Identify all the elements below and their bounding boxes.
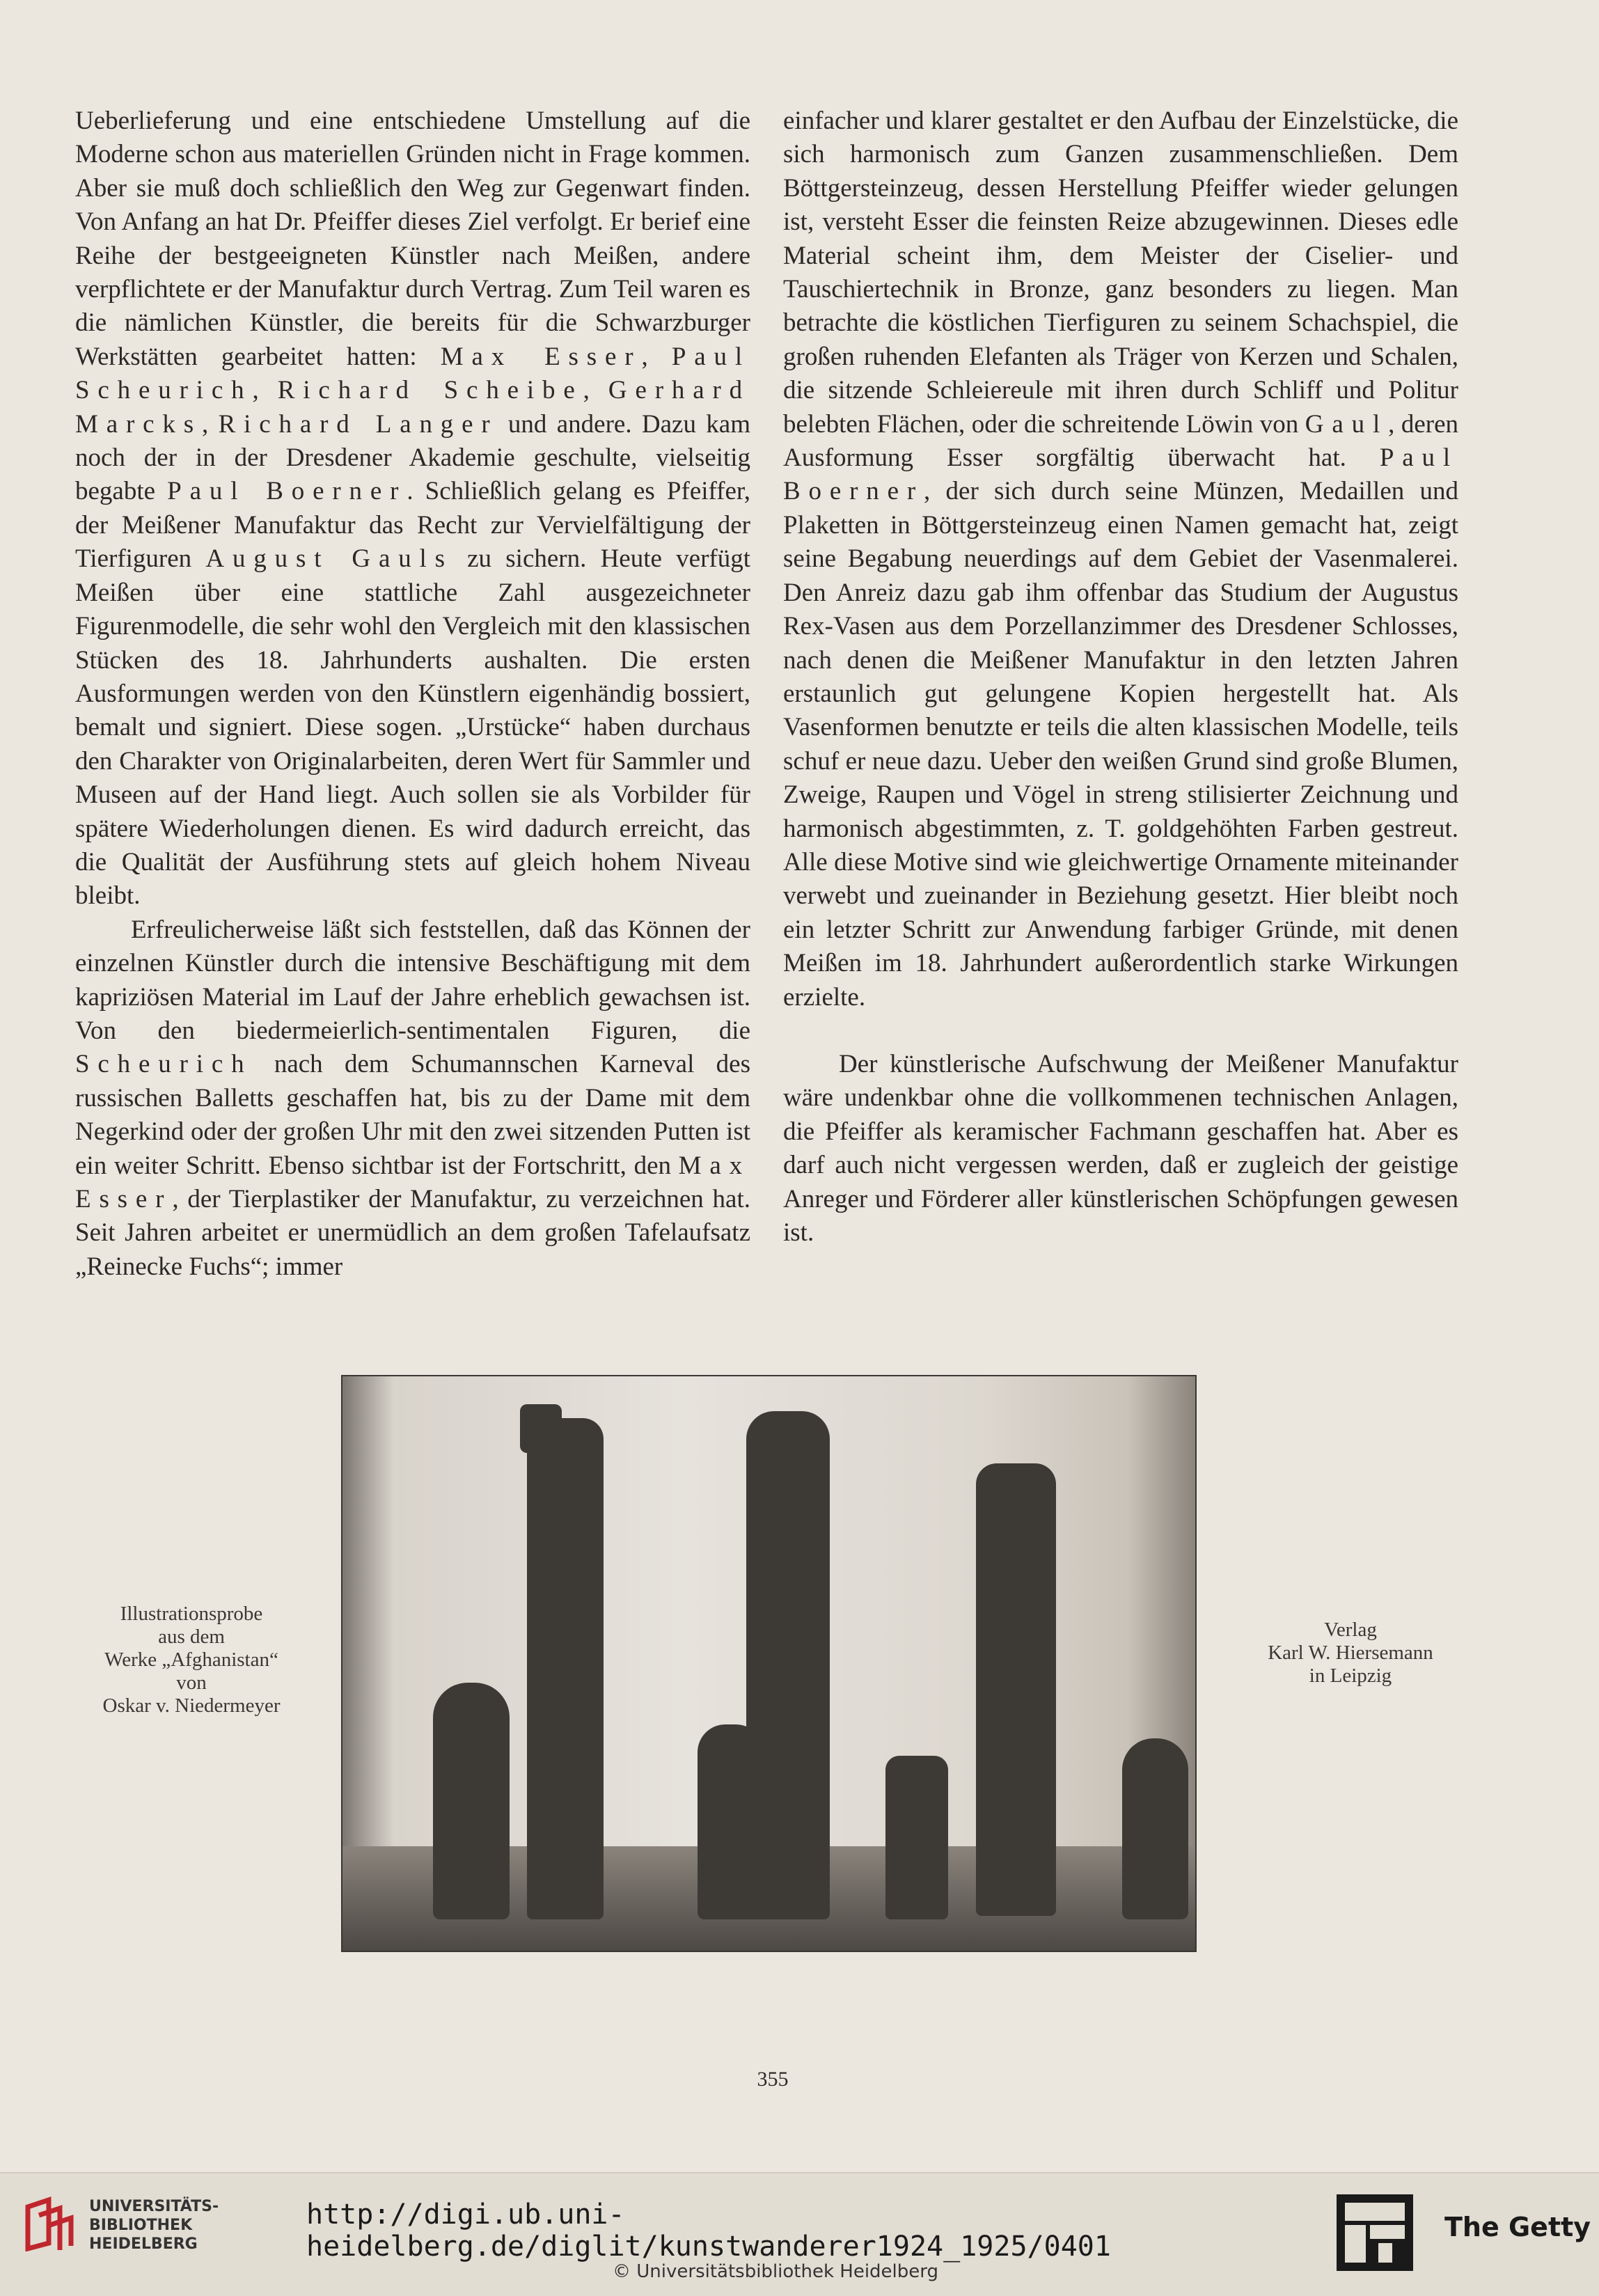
artist-name: Richard Langer (218, 409, 498, 439)
university-logo-icon (21, 2194, 78, 2251)
paragraph: Erfreulicherweise läßt sich feststellen, daß das Können der einzelnen Künstler durch die intensive Beschäftigung mit dem kapriziösen Material im Lauf der Jahre erheblich gewachsen ist. Von den biedermeierlich-sentimentalen Figuren, die Scheurich nach dem Schumannschen Karneval des russischen Balletts geschaffen hat, bis zu der Dame mit dem Negerkind oder der großen Uhr mit den zwei sitzenden Putten ist ein weiter Schritt. Ebenso sichtbar ist der Fortschritt, den Max Esser, der Tierplastiker der Manufaktur, zu verzeichnen hat. Seit Jahren arbeitet er unermüdlich an dem großen Tafelaufsatz „Reinecke Fuchs“; immer (75, 915, 750, 1281)
copyright-notice: © Universitätsbibliothek Heidelberg (613, 2261, 939, 2282)
artist-name: Richard Scheibe (277, 376, 583, 405)
artist-name: Gerhard Marcks (75, 376, 750, 439)
artist-name: Max Esser (440, 342, 642, 371)
artist-name: Gaul (1305, 409, 1389, 439)
page-number: 355 (757, 2068, 789, 2091)
text-column-right (783, 104, 1458, 1250)
artist-name: Paul Boerner (783, 443, 1458, 506)
artist-name: August Gauls (205, 544, 453, 574)
figure-caption-right: Verlag Karl W. Hiersemann in Leipzig (1268, 1619, 1433, 1687)
statue (527, 1418, 604, 1919)
photo-afghan-wooden-figures (341, 1375, 1197, 1952)
text-column-left (75, 104, 750, 1284)
statue (976, 1463, 1056, 1916)
getty-logo-icon (1337, 2194, 1413, 2271)
paragraph: Der künstlerische Aufschwung der Meißener Manufaktur wäre undenkbar ohne die vollkommenen technischen Anlagen, die Pfeiffer als keramischer Fachmann geschaffen hat. Aber es darf auch nicht vergessen werden, daß er zugleich der geistige Anreger und Förderer aller künstlerischen Schöpfungen gewesen ist. (783, 1049, 1458, 1247)
artist-name: Paul Scheurich (75, 342, 751, 405)
university-name: UNIVERSITÄTS- BIBLIOTHEK HEIDELBERG (89, 2198, 219, 2253)
partner-name: The Getty (1444, 2212, 1591, 2242)
statue (698, 1724, 764, 1919)
statue (520, 1404, 562, 1453)
artist-name: Max Esser (75, 1151, 750, 1213)
paragraph: Ueberlieferung und eine entschiedene Umstellung auf die Moderne schon aus materiellen Gründen nicht in Frage kommen. Aber sie muß doch schließlich den Weg zur Gegenwart finden. Von Anfang an hat Dr. Pfeiffer dieses Ziel verfolgt. Er berief eine Reihe der bestgeeigneten Künstler nach Meißen, andere verpflichtete er der Manufaktur durch Vertrag. Zum Teil waren es die nämlichen Künstler, die bereits für die Schwarzburger Werkstätten gearbeitet hatten: Max Esser, Paul Scheurich, Richard Scheibe, Gerhard Marcks, Richard Langer und andere. Dazu kam noch der in der Dresdener Akademie geschulte, vielseitig begabte Paul Boerner. Schließlich gelang es Pfeiffer, der Meißener Manufaktur das Recht zur Vervielfältigung der Tierfiguren August Gauls zu sichern. Heute verfügt Meißen über eine stattliche Zahl ausgezeichneter Figurenmodelle, die sehr wohl den Vergleich mit den klassischen Stücken des 18. Jahrhunderts aushalten. Die ersten Ausformungen werden von den Künstlern eigenhändig bossiert, bemalt und signiert. Diese sogen. „Urstücke“ haben durchaus den Charakter von Originalarbeiten, deren Wert für Sammler und Museen auf der Hand liegt. Auch sollen sie als Vorbilder für spätere Wiederholungen dienen. Es wird dadurch erreicht, das die Qualität der Ausführung stets auf gleich hohem Niveau bleibt. (75, 107, 751, 911)
statue (885, 1756, 948, 1919)
digitization-footer (0, 2172, 1599, 2296)
figure-caption-left: Illustrationsprobe aus dem Werke „Afghanistan“ von Oskar v. Niedermeyer (102, 1603, 281, 1717)
artist-name: Scheurich (75, 1050, 253, 1079)
permalink-url[interactable]: http://digi.ub.uni-heidelberg.de/diglit/kunstwanderer1924_1925/0401 (306, 2199, 1111, 2263)
statue (433, 1683, 510, 1919)
artist-name: Paul Boerner (167, 477, 407, 506)
paragraph: einfacher und klarer gestaltet er den Aufbau der Einzelstücke, die sich harmonisch zum Ganzen zusammenschließen. Dem Böttgersteinzeug, dessen Herstellung Pfeiffer wieder gelungen ist, versteht Esser die feinsten Reize abzugewinnen. Dieses edle Material scheint ihm, dem Meister der Ciselier- und Tauschiertechnik in Bronze, ganz besonders zu liegen. Man betrachte die köstlichen Tierfiguren zu seinem Schachspiel, die großen ruhenden Elefanten als Träger von Kerzen und Schalen, die sitzende Schleiereule mit ihren durch Schliff und Politur belebten Flächen, oder die schreitende Löwin von Gaul, deren Ausformung Esser sorgfältig überwacht hat. Paul Boerner, der sich durch seine Münzen, Medaillen und Plaketten in Böttgersteinzeug einen Namen gemacht hat, zeigt seine Begabung neuerdings auf dem Gebiet der Vasenmalerei. Den Anreiz dazu gab ihm offenbar das Studium der Augustus Rex-Vasen aus dem Porzellanzimmer des Dresdener Schlosses, nach denen die Meißener Manufaktur in den letzten Jahren erstaunlich gut gelungene Kopien hergestellt hat. Als Vasenformen benutzte er teils die alten klassischen Modelle, teils schuf er neue dazu. Ueber den weißen Grund sind große Blumen, Zweige, Raupen und Vögel in streng stilisierter Zeichnung und harmonisch abgestimmten, z. T. goldgehöhten Farben gestreut. Alle diese Motive sind wie gleichwertige Ornamente miteinander verwebt und zueinander in Beziehung gesetzt. Hier bleibt noch ein letzter Schritt zur Anwendung farbiger Gründe, mit denen Meißen im 18. Jahrhundert außerordentlich starke Wirkungen erzielte. (783, 107, 1459, 1012)
statue (1122, 1738, 1188, 1919)
